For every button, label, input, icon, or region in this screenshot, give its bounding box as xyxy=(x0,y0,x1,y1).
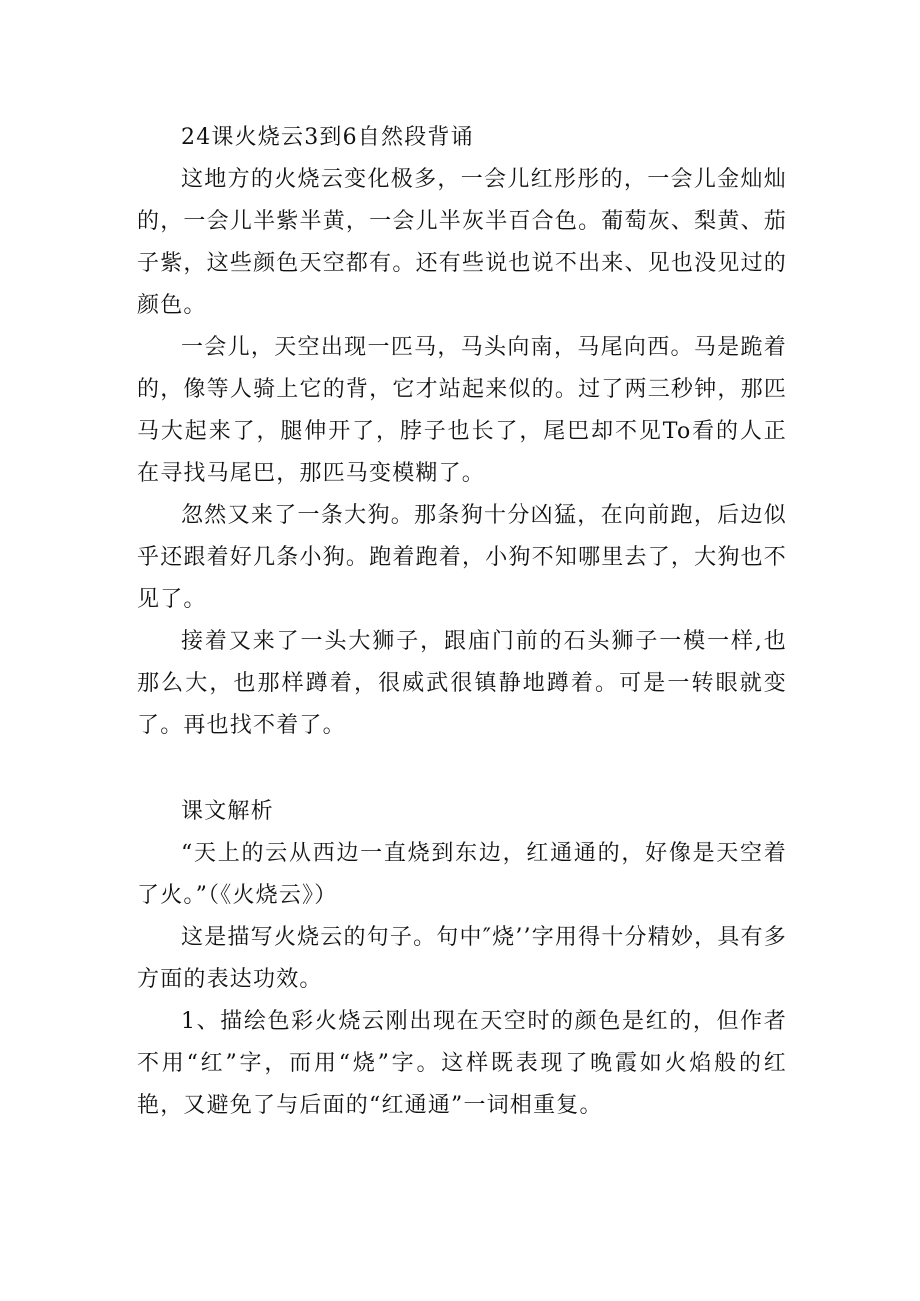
analysis-intro: 这是描写火烧云的句子。句中″烧’’字用得十分精妙，具有多方面的表达功效。 xyxy=(137,925,787,992)
analysis-quote: “天上的云从西边一直烧到东边，红通通的，好像是天空着了火。”（《火烧云》） xyxy=(137,841,787,908)
document-body xyxy=(137,117,787,1127)
analysis-point-1: 1、描绘色彩火烧云刚出现在天空时的颜色是红的，但作者不用“红”字，而用“烧”字。这样既表现了晚霞如火焰般的红艳，又避免了与后面的“红通通”一词相重复。 xyxy=(137,1009,787,1118)
paragraph-horse: 一会儿，天空出现一匹马，马头向南，马尾向西。马是跪着的，像等人骑上它的背，它才站起来似的。过了两三秒钟，那匹马大起来了，腿伸开了，脖子也长了，尾巴却不见To看的人正在寻找马尾巴，那匹马变模糊了。 xyxy=(137,335,787,486)
section-spacer xyxy=(137,747,787,791)
paragraph-dog: 忽然又来了一条大狗。那条狗十分凶猛，在向前跑，后边似乎还跟着好几条小狗。跑着跑着，小狗不知哪里去了，大狗也不见了。 xyxy=(137,503,787,612)
paragraph-lion: 接着又来了一头大狮子，跟庙门前的石头狮子一模一样,也那么大，也那样蹲着，很威武很镇静地蹲着。可是一转眼就变了。再也找不着了。 xyxy=(137,629,787,738)
lesson-title: 24课火烧云3到6自然段背诵 xyxy=(181,125,474,150)
paragraph-colors: 这地方的火烧云变化极多，一会儿红彤彤的，一会儿金灿灿的，一会儿半紫半黄，一会儿半灰半百合色。葡萄灰、梨黄、茄子紫，这些颜色天空都有。还有些说也说不出来、见也没见过的颜色。 xyxy=(137,167,787,318)
analysis-heading: 课文解析 xyxy=(181,799,274,824)
